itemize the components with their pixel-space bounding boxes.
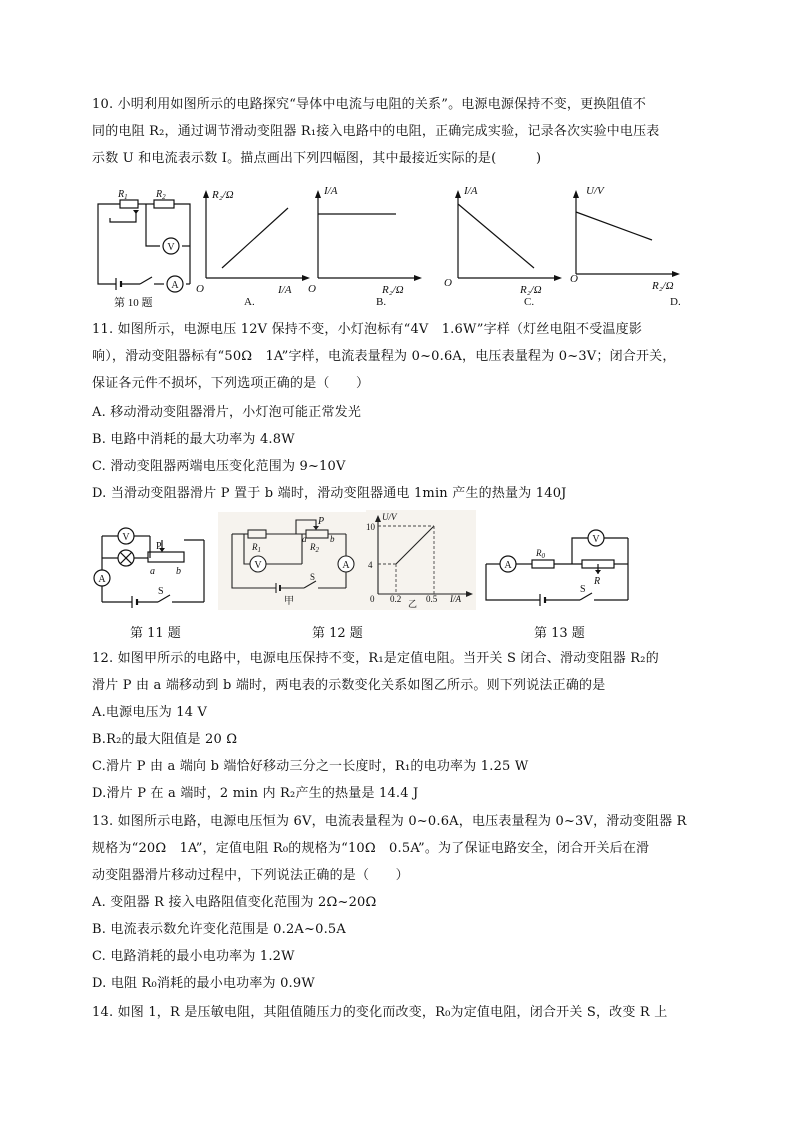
- svg-text:4: 4: [368, 560, 373, 570]
- q13-option-a: A. 变阻器 R 接入电路阻值变化范围为 2Ω~20Ω: [92, 895, 377, 910]
- svg-text:I/A: I/A: [278, 284, 292, 296]
- svg-text:R₂/Ω: R₂/Ω: [652, 280, 674, 292]
- svg-text:R1: $R_1$: [252, 542, 261, 554]
- svg-text:b: b: [330, 534, 335, 544]
- q12-graph-yi: [366, 510, 476, 610]
- q13-line-2: 规格为“20Ω 1A”，定值电阻 R₀的规格为“10Ω 0.5A”。为了保证电路安全，闭合开关后在滑: [92, 841, 650, 856]
- q14-line-1: 14. 如图 1，R 是压敏电阻，其阻值随压力的变化而改变，R₀为定值电阻，闭合开关 S，改变 R 上: [92, 1005, 668, 1020]
- q11-option-d: D. 当滑动变阻器滑片 P 置于 b 端时，滑动变阻器通电 1min 产生的热量为 140J: [92, 486, 567, 501]
- q12-option-d: D.滑片 P 在 a 端时，2 min 内 R₂产生的热量是 14.4 J: [92, 786, 419, 801]
- fig10-caption: 第 10 题: [114, 297, 153, 309]
- q10-line-3: 示数 U 和电流表示数 I。描点画出下列四幅图，其中最接近实际的是( ): [92, 151, 542, 166]
- svg-text:甲: 甲: [284, 596, 294, 607]
- q11-line-3: 保证各元件不损坏，下列选项正确的是（ ）: [92, 376, 370, 391]
- q12-option-b: B.R₂的最大阻值是 20 Ω: [92, 732, 238, 747]
- q13-option-c: C. 电路消耗的最小电功率为 1.2W: [92, 949, 295, 964]
- svg-text:R: R: [594, 576, 601, 587]
- svg-text:V: V: [122, 532, 130, 543]
- svg-text:R2: $R_2$: [156, 189, 166, 201]
- q12-circuit-diagram-jia: [218, 512, 366, 610]
- svg-text:R₂/Ω: R₂/Ω: [212, 189, 234, 201]
- q10-graph-b: [304, 182, 428, 312]
- q11-circuit-diagram: [88, 518, 210, 610]
- q11-option-c: C. 滑动变阻器两端电压变化范围为 9~10V: [92, 459, 346, 474]
- svg-text:a: a: [150, 566, 155, 577]
- svg-text:乙: 乙: [408, 599, 418, 609]
- q13-option-d: D. 电阻 R₀消耗的最小电功率为 0.9W: [92, 976, 315, 991]
- q12-line-1: 12. 如图甲所示的电路中，电源电压保持不变，R₁是定值电阻。当开关 S 闭合、滑动变阻器 R₂的: [92, 651, 659, 666]
- svg-text:U/V: U/V: [586, 185, 604, 197]
- option-d-label: D.: [670, 296, 681, 308]
- q11-option-b: B. 电路中消耗的最大功率为 4.8W: [92, 432, 295, 447]
- svg-text:R₂/Ω: R₂/Ω: [520, 284, 542, 296]
- svg-text:P: P: [156, 541, 162, 552]
- q12-line-2: 滑片 P 由 a 端移动到 b 端时，两电表的示数变化关系如图乙所示。则下列说法正确的是: [92, 678, 606, 693]
- q10-circuit-diagram: [90, 188, 200, 310]
- q13-line-3: 动变阻器滑片移动过程中，下列说法正确的是（ ）: [92, 868, 409, 883]
- fig13-caption: 第 13 题: [534, 626, 585, 641]
- svg-text:S: S: [580, 584, 586, 595]
- q12-option-c: C.滑片 P 由 a 端向 b 端恰好移动三分之一长度时，R₁的电功率为 1.25 W: [92, 759, 529, 774]
- q10-line-1: 10. 小明利用如图所示的电路探究“导体中电流与电阻的关系”。电源电源保持不变，更换阻值不: [92, 97, 647, 112]
- svg-text:a: a: [302, 534, 307, 544]
- svg-text:V: V: [167, 242, 175, 253]
- svg-text:O: O: [444, 277, 452, 289]
- option-c-label: C.: [524, 296, 535, 308]
- q11-option-a: A. 移动滑动变阻器滑片，小灯泡可能正常发光: [92, 405, 362, 420]
- svg-text:A: A: [98, 574, 106, 585]
- svg-text:V: V: [592, 534, 600, 545]
- svg-text:R0: $R_0$: [536, 548, 545, 560]
- svg-text:O: O: [570, 273, 578, 285]
- svg-text:0.5: 0.5: [426, 594, 438, 604]
- svg-text:S: S: [310, 572, 316, 582]
- q10-line-2: 同的电阻 R₂，通过调节滑动变阻器 R₁接入电路中的电阻，正确完成实验，记录各次实验中电压表: [92, 124, 660, 139]
- q11-line-2: 响），滑动变阻器标有“50Ω 1A”字样，电流表量程为 0~0.6A，电压表量程为 0~3V；闭合开关，: [92, 349, 676, 364]
- q10-graph-d: [562, 182, 690, 312]
- svg-text:0.2: 0.2: [390, 594, 402, 604]
- svg-text:R2: $R_2$: [310, 542, 319, 554]
- q10-graph-c: [444, 182, 568, 312]
- q13-line-1: 13. 如图所示电路，电源电压恒为 6V，电流表量程为 0~0.6A，电压表量程为 0~3V，滑动变阻器 R: [92, 814, 687, 829]
- svg-text:O: O: [308, 283, 316, 295]
- svg-text:R₂/Ω: R₂/Ω: [382, 284, 404, 296]
- svg-text:A: A: [171, 280, 179, 291]
- svg-text:I/A: I/A: [324, 185, 338, 197]
- svg-text:R1: $R_1$: [118, 189, 128, 201]
- svg-text:A: A: [342, 560, 350, 571]
- svg-text:I/A: I/A: [464, 185, 478, 197]
- fig11-caption: 第 11 题: [130, 626, 181, 641]
- option-a-label: A.: [244, 296, 255, 308]
- svg-text:0: 0: [370, 594, 375, 604]
- svg-text:V: V: [254, 560, 262, 571]
- svg-text:O: O: [196, 283, 204, 295]
- svg-text:A: A: [504, 560, 512, 571]
- svg-text:U/V: U/V: [382, 512, 397, 522]
- svg-text:S: S: [158, 586, 164, 597]
- option-b-label: B.: [376, 296, 387, 308]
- q13-circuit-diagram: [476, 524, 634, 610]
- q12-option-a: A.电源电压为 14 V: [92, 705, 208, 720]
- fig12-caption: 第 12 题: [312, 626, 363, 641]
- svg-text:b: b: [176, 566, 181, 577]
- svg-text:10: 10: [366, 522, 375, 532]
- q10-graph-a: [192, 182, 316, 312]
- q13-option-b: B. 电流表示数允许变化范围是 0.2A~0.5A: [92, 922, 346, 937]
- svg-text:I/A: I/A: [450, 594, 461, 604]
- svg-text:P: P: [318, 516, 325, 527]
- q11-line-1: 11. 如图所示，电源电压 12V 保持不变，小灯泡标有“4V 1.6W”字样（灯丝电阻不受温度影: [92, 322, 643, 337]
